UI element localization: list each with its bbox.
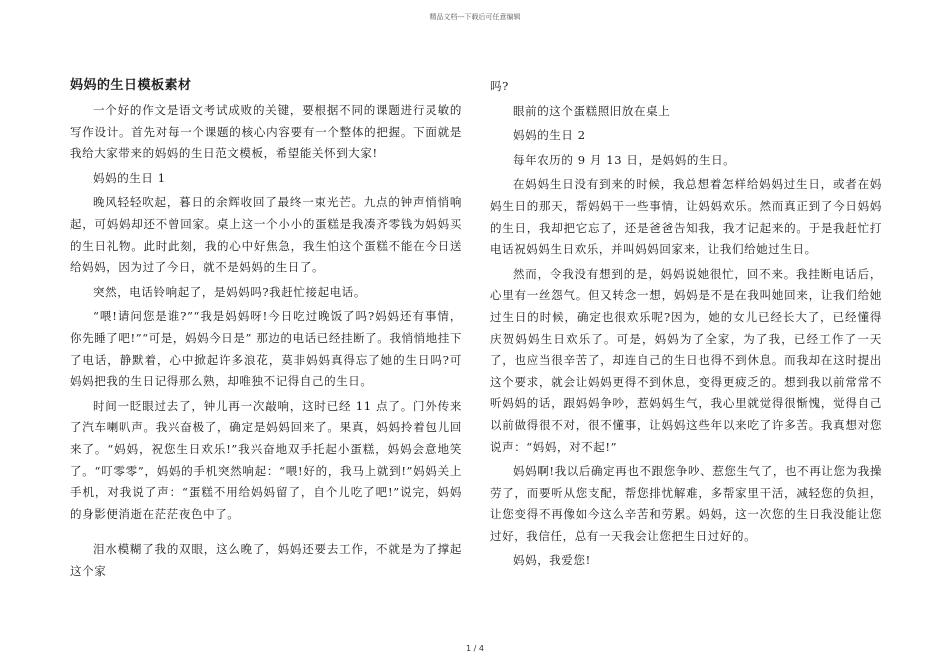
section-heading-1: 妈妈的生日 1 — [93, 170, 166, 185]
section-heading-2: 妈妈的生日 2 — [513, 128, 586, 143]
document-title: 妈妈的生日模板素材 — [70, 78, 192, 93]
page-number: 1 / 4 — [466, 644, 484, 653]
left-column — [70, 76, 462, 585]
intro-paragraph: 一个好的作文是语文考试成败的关键，要根据不同的课题进行灵敏的写作设计。首先对每一个课题的核心内容要有一个整体的把握。下面就是我给大家带来的妈妈的生日范文模板，希望能关怀到大家! — [70, 103, 462, 161]
closing-line: 妈妈，我爱您! — [513, 553, 591, 568]
body-paragraph: 晚风轻轻吹起，暮日的余辉收回了最终一束光芒。九点的钟声悄悄响起，可妈妈却还不曾回家。桌上这一个小小的蛋糕是我凑齐零钱为妈妈买的生日礼物。此时此刻，我的心中好焦急，我生怕这个蛋糕不能在今日送给妈妈，因为过了今日，就不是妈妈的生日了。 — [70, 195, 462, 275]
body-paragraph: 泪水模糊了我的双眼，这么晚了，妈妈还要去工作，不就是为了撑起这个家 — [70, 542, 462, 578]
body-paragraph: 然而，令我没有想到的是，妈妈说她很忙，回不来。我挂断电话后，心里有一丝怨气。但又转念一想，妈妈是不是在我叫她回来，让我们给她过生日的时候，确定也很欢乐呢?因为，她的女儿已经长大了，已经懂得庆贺妈妈生日欢乐了。可是，妈妈为了全家，为了我，已经工作了一天了，也应当很辛苦了，却连自己的生日也得不到休息。而我却在这时提出这个要求，就会让妈妈更得不到休息，变得更疲乏的。想到我以前常常不听妈妈的话，跟妈妈争吵，惹妈妈生气，我心里就觉得很惭愧，觉得自己以前做得很不对，很不懂事，让妈妈这些年以来吃了许多苦。我真想对您说声：“妈妈，对不起!” — [490, 266, 882, 454]
body-paragraph: 时间一眨眼过去了，钟儿再一次敲响，这时已经 11 点了。门外传来了汽车喇叭声。我兴奋极了，确定是妈妈回来了。果真，妈妈拎着包儿回来了。“妈妈，祝您生日欢乐!”我兴奋地双手托起小蛋糕，妈妈会意地笑了。“叮零零”，妈妈的手机突然响起：“喂!好的，我马上就到!”妈妈关上手机，对我说了声：“蛋糕不用给妈妈留了，自个儿吃了吧!”说完，妈妈的身影便消逝在茫茫夜色中了。 — [70, 398, 462, 521]
continued-text: 吗? — [490, 79, 509, 93]
body-paragraph: “喂!请问您是谁?”“我是妈妈呀!今日吃过晚饭了吗?妈妈还有事情，你先睡了吧!”“可是，妈妈今日是” 那边的电话已经挂断了。我悄悄地挂下了电话，静默着，心中掀起许多浪花，莫非妈妈真得忘了她的生日吗?可妈妈把我的生日记得那么熟，却唯独不记得自己的生日。 — [70, 309, 462, 389]
body-paragraph: 在妈妈生日没有到来的时候，我总想着怎样给妈妈过生日，或者在妈妈生日的那天，帮妈妈干一些事情，让妈妈欢乐。然而真正到了今日妈妈的生日，我却把它忘了，还是爸爸告知我，我才记起来的。于是我赶忙打电话祝妈妈生日欢乐，并叫妈妈回家来，让我们给她过生日。 — [490, 177, 882, 257]
body-paragraph: 突然，电话铃响起了，是妈妈吗?我赶忙接起电话。 — [93, 284, 366, 299]
body-paragraph: 眼前的这个蛋糕照旧放在桌上 — [513, 103, 671, 118]
body-paragraph: 每年农历的 9 月 13 日，是妈妈的生日。 — [513, 152, 736, 167]
right-column — [490, 76, 882, 575]
page-header-note: 精品文档---下载后可任意编辑 — [429, 13, 521, 21]
body-paragraph: 妈妈啊!我以后确定再也不跟您争吵、惹您生气了，也不再让您为我操劳了，而要听从您支配，帮您排忧解难，多帮家里干活，减轻您的负担，让您变得不再像如今这么辛苦和劳累。妈妈，这一次您的生日我没能让您过好，我信任，总有一天我会让您把生日过好的。 — [490, 464, 882, 543]
